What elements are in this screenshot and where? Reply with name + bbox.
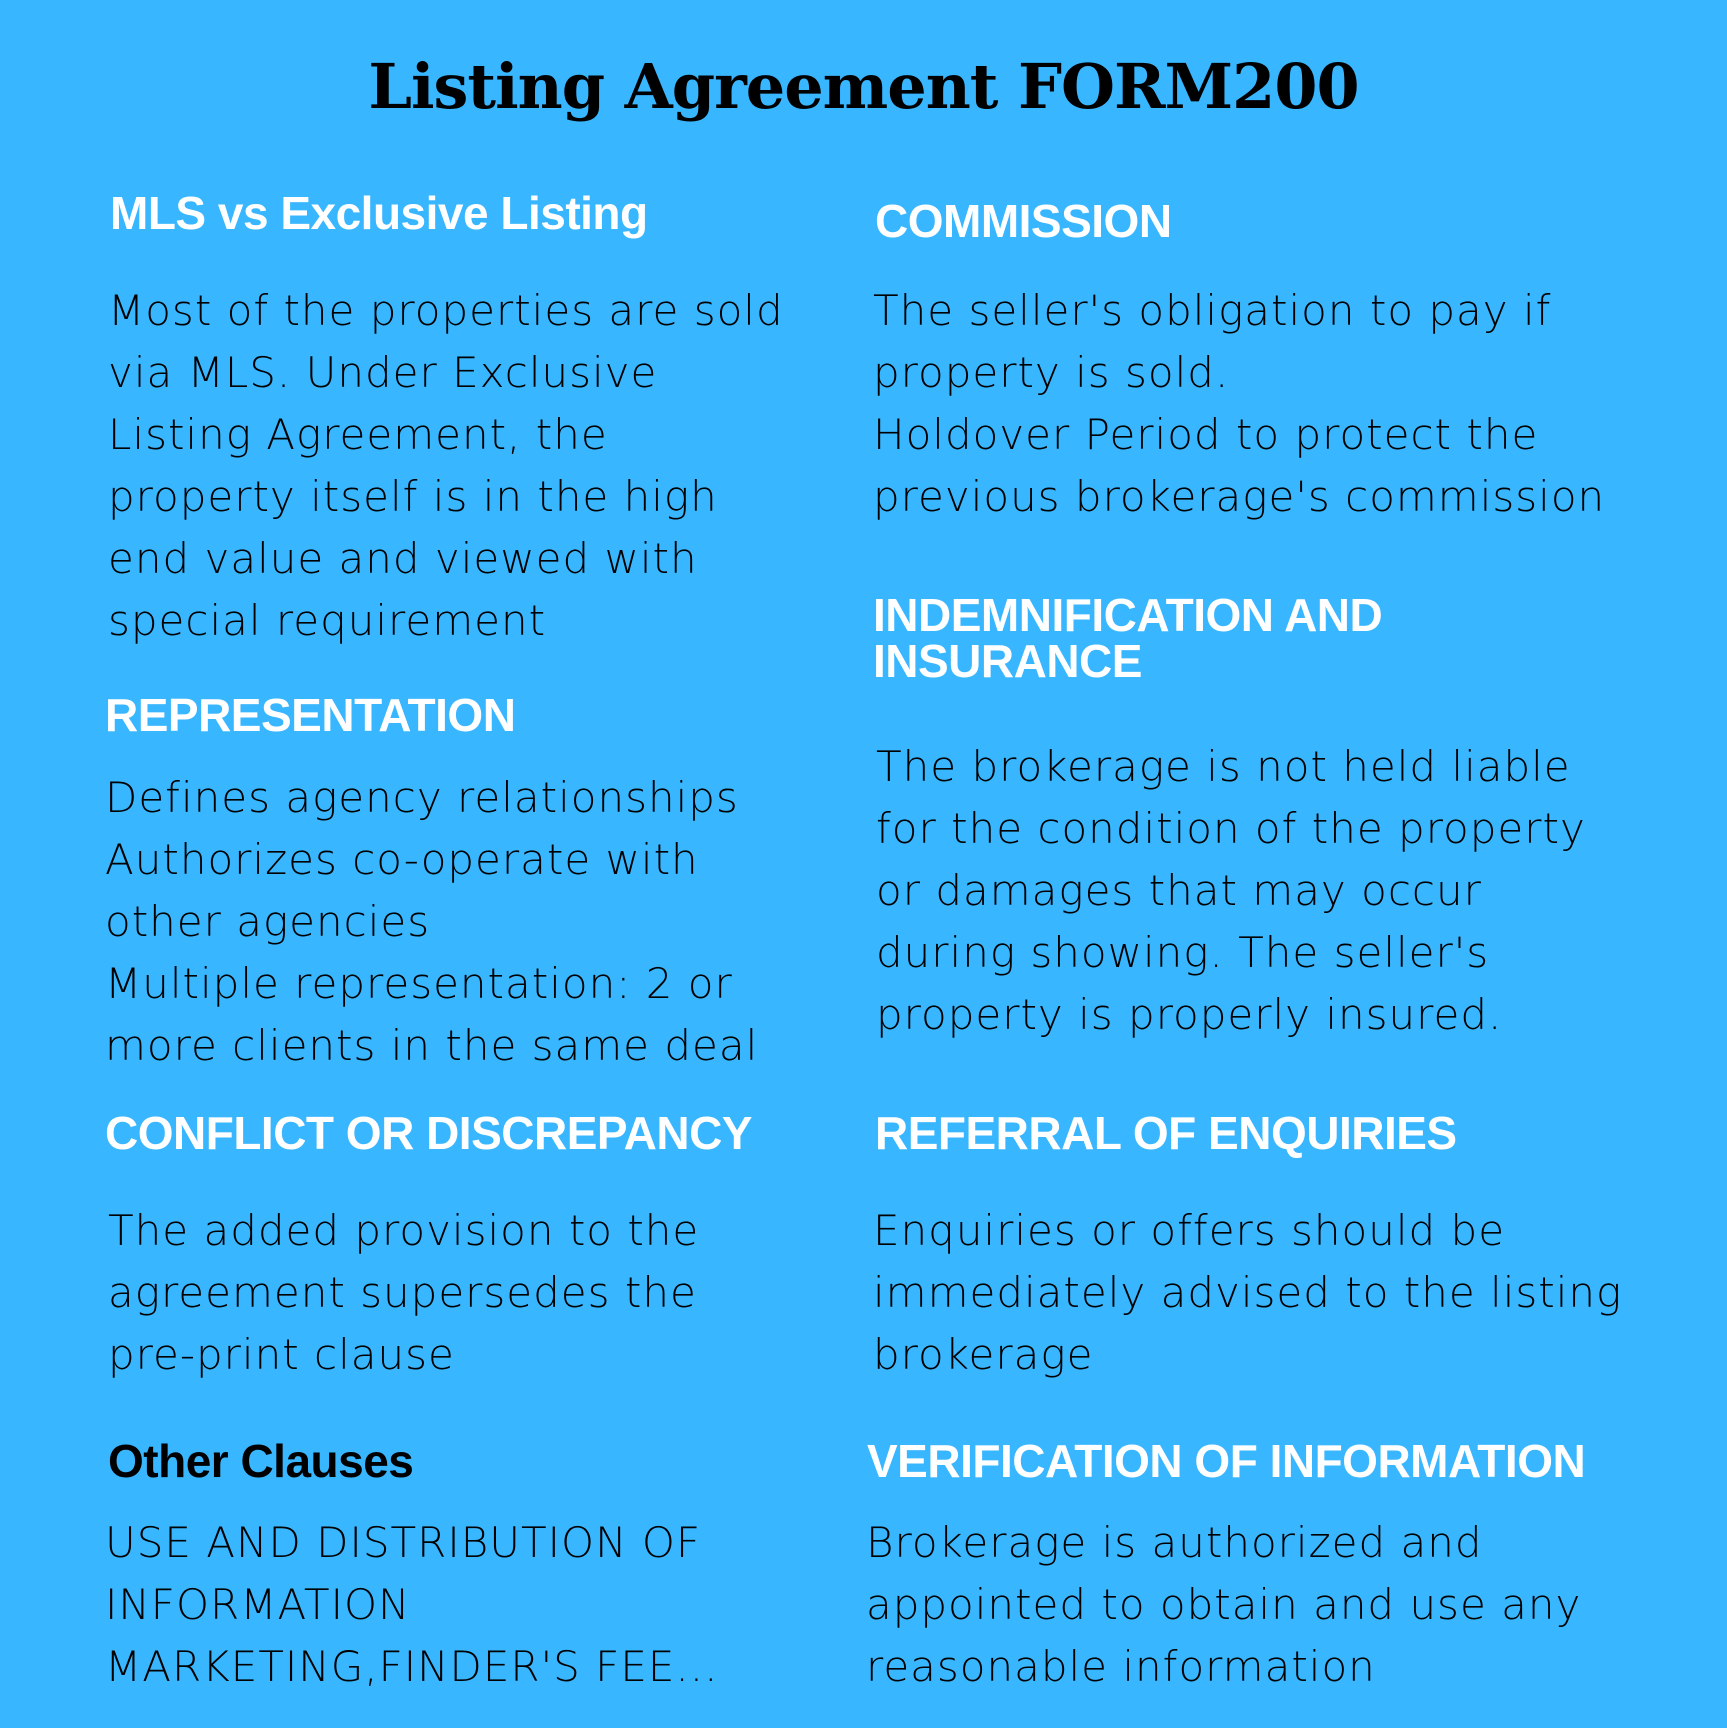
text-indemnification-and-insurance [876,736,1586,1046]
text-line: brokerage [873,1330,1094,1379]
text-line: agreement supersedes the [108,1268,697,1317]
text-line: Multiple representation: 2 or [105,959,733,1008]
text-line: pre-print clause [108,1330,455,1379]
text-line: special requirement [108,596,547,645]
heading-line: INDEMNIFICATION AND [873,589,1383,641]
heading-referral-of-enquiries: REFERRAL OF ENQUIRIES [875,1107,1457,1159]
heading-line: INSURANCE [873,635,1142,687]
heading-commission: COMMISSION [875,195,1172,247]
text-line: The added provision to the [108,1206,700,1255]
page-title: Listing Agreement FORM200 [368,50,1359,123]
text-line: appointed to obtain and use any [866,1580,1582,1629]
text-line: Brokerage is authorized and [866,1518,1483,1567]
text-line: reasonable information [866,1642,1376,1691]
text-line: USE AND DISTRIBUTION OF [105,1518,702,1567]
heading-conflict-or-discrepancy: CONFLICT OR DISCREPANCY [105,1107,752,1159]
text-line: property is sold. [873,348,1230,397]
text-line: property itself is in the high [108,472,718,521]
text-line: via MLS. Under Exclusive [108,348,658,397]
text-line: other agencies [105,897,431,946]
text-commission [873,280,1605,528]
text-referral-of-enquiries [873,1200,1622,1386]
text-line: INFORMATION [105,1580,411,1629]
text-line: for the condition of the property [876,804,1586,853]
text-verification-of-information [866,1512,1581,1698]
text-line: Enquiries or offers should be [873,1206,1506,1255]
text-line: property is properly insured. [876,990,1503,1039]
text-line: The seller's obligation to pay if [873,286,1552,335]
text-line: Listing Agreement, the [108,410,608,459]
text-conflict-or-discrepancy [108,1200,699,1386]
text-representation [105,767,758,1077]
text-line: during showing. The seller's [876,928,1490,977]
heading-mls-vs-exclusive: MLS vs Exclusive Listing [110,187,648,239]
text-line: Holdover Period to protect the [873,410,1539,459]
text-line: more clients in the same deal [105,1021,759,1070]
text-line: or damages that may occur [876,866,1482,915]
heading-other-clauses: Other Clauses [108,1435,414,1487]
text-line: previous brokerage's commission [873,472,1606,521]
text-line: Defines agency relationships [105,773,739,822]
text-line: end value and viewed with [108,534,698,583]
text-line: immediately advised to the listing [873,1268,1623,1317]
text-line: The brokerage is not held liable [876,742,1571,791]
text-mls-vs-exclusive [108,280,784,652]
heading-verification-of-information: VERIFICATION OF INFORMATION [867,1435,1586,1487]
text-line: Most of the properties are sold [108,286,784,335]
text-line: MARKETING,FINDER'S FEE... [105,1642,719,1691]
heading-representation: REPRESENTATION [105,689,516,741]
heading-indemnification-and-insurance [873,589,1383,687]
text-other-clauses [105,1512,718,1698]
text-line: Authorizes co-operate with [105,835,699,884]
